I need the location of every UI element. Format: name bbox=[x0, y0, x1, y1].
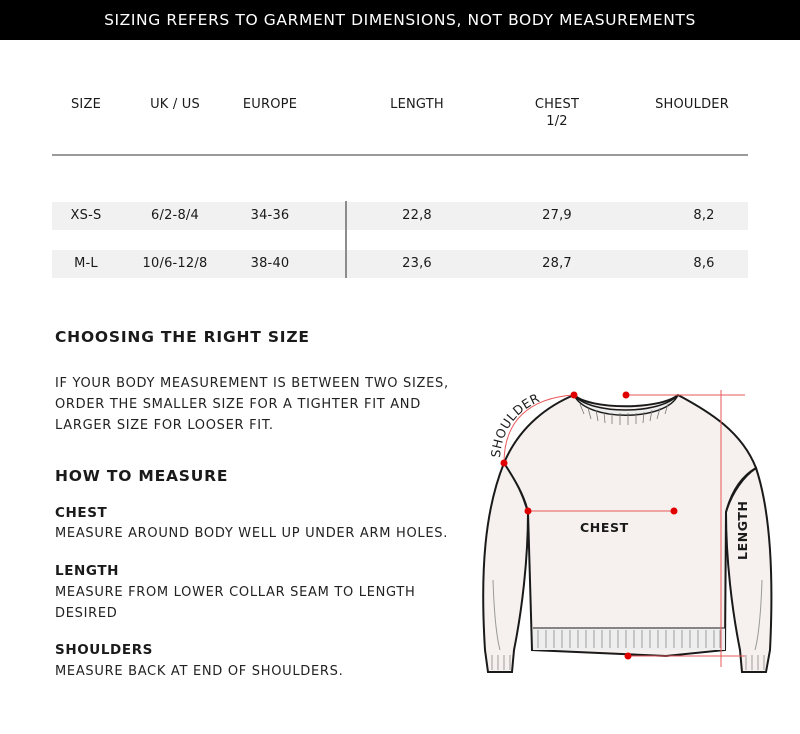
sizing-notice-banner bbox=[0, 0, 800, 40]
shoulder-diagram-label: SHOULDER bbox=[487, 390, 543, 459]
header-shoulder: SHOULDER bbox=[655, 97, 729, 112]
length-label: LENGTH bbox=[55, 563, 120, 579]
length-diagram-label: LENGTH bbox=[735, 500, 750, 560]
cell-chest-half: 28,7 bbox=[542, 256, 572, 271]
chest-diagram-label: CHEST bbox=[580, 520, 629, 535]
cell-uk-us: 6/2-8/4 bbox=[151, 208, 199, 223]
cell-size: XS-S bbox=[70, 208, 102, 223]
choosing-size-heading: CHOOSING THE RIGHT SIZE bbox=[55, 328, 310, 346]
cell-europe: 38-40 bbox=[250, 256, 290, 271]
measurement-labels bbox=[470, 370, 790, 690]
sizing-notice-text: SIZING REFERS TO GARMENT DIMENSIONS, NOT BODY MEASUREMENTS bbox=[104, 11, 696, 29]
cell-uk-us: 10/6-12/8 bbox=[142, 256, 208, 271]
header-uk-us: UK / US bbox=[150, 97, 200, 112]
cell-length: 23,6 bbox=[402, 256, 432, 271]
cell-shoulder: 8,2 bbox=[693, 208, 715, 223]
cell-length: 22,8 bbox=[402, 208, 432, 223]
shoulders-label: SHOULDERS bbox=[55, 642, 154, 658]
cell-chest-half: 27,9 bbox=[542, 208, 572, 223]
column-divider bbox=[345, 201, 347, 278]
cell-europe: 34-36 bbox=[250, 208, 290, 223]
length-instructions: MEASURE FROM LOWER COLLAR SEAM TO LENGTH DESIRED bbox=[55, 585, 416, 621]
how-to-measure-heading: HOW TO MEASURE bbox=[55, 467, 229, 485]
sweater-measurement-diagram bbox=[470, 370, 790, 690]
size-table-header bbox=[52, 96, 748, 156]
header-chest-half: CHEST 1/2 bbox=[534, 97, 580, 129]
header-size: SIZE bbox=[70, 97, 101, 112]
chest-instructions: MEASURE AROUND BODY WELL UP UNDER ARM HOLES. bbox=[55, 526, 449, 541]
header-europe: EUROPE bbox=[242, 97, 298, 112]
cell-size: M-L bbox=[74, 256, 98, 271]
cell-shoulder: 8,6 bbox=[693, 256, 715, 271]
shoulders-instructions: MEASURE BACK AT END OF SHOULDERS. bbox=[55, 664, 344, 679]
header-length: LENGTH bbox=[390, 97, 444, 112]
chest-label: CHEST bbox=[55, 505, 108, 521]
header-divider bbox=[52, 154, 748, 156]
choosing-size-text: IF YOUR BODY MEASUREMENT IS BETWEEN TWO SIZES, ORDER THE SMALLER SIZE FOR A TIGHTER FIT AND LARGER SIZE FOR LOOSER FIT. bbox=[55, 376, 449, 433]
table-row bbox=[52, 250, 748, 278]
table-row bbox=[52, 202, 748, 230]
svg-text:SHOULDER bbox=[488, 390, 542, 458]
